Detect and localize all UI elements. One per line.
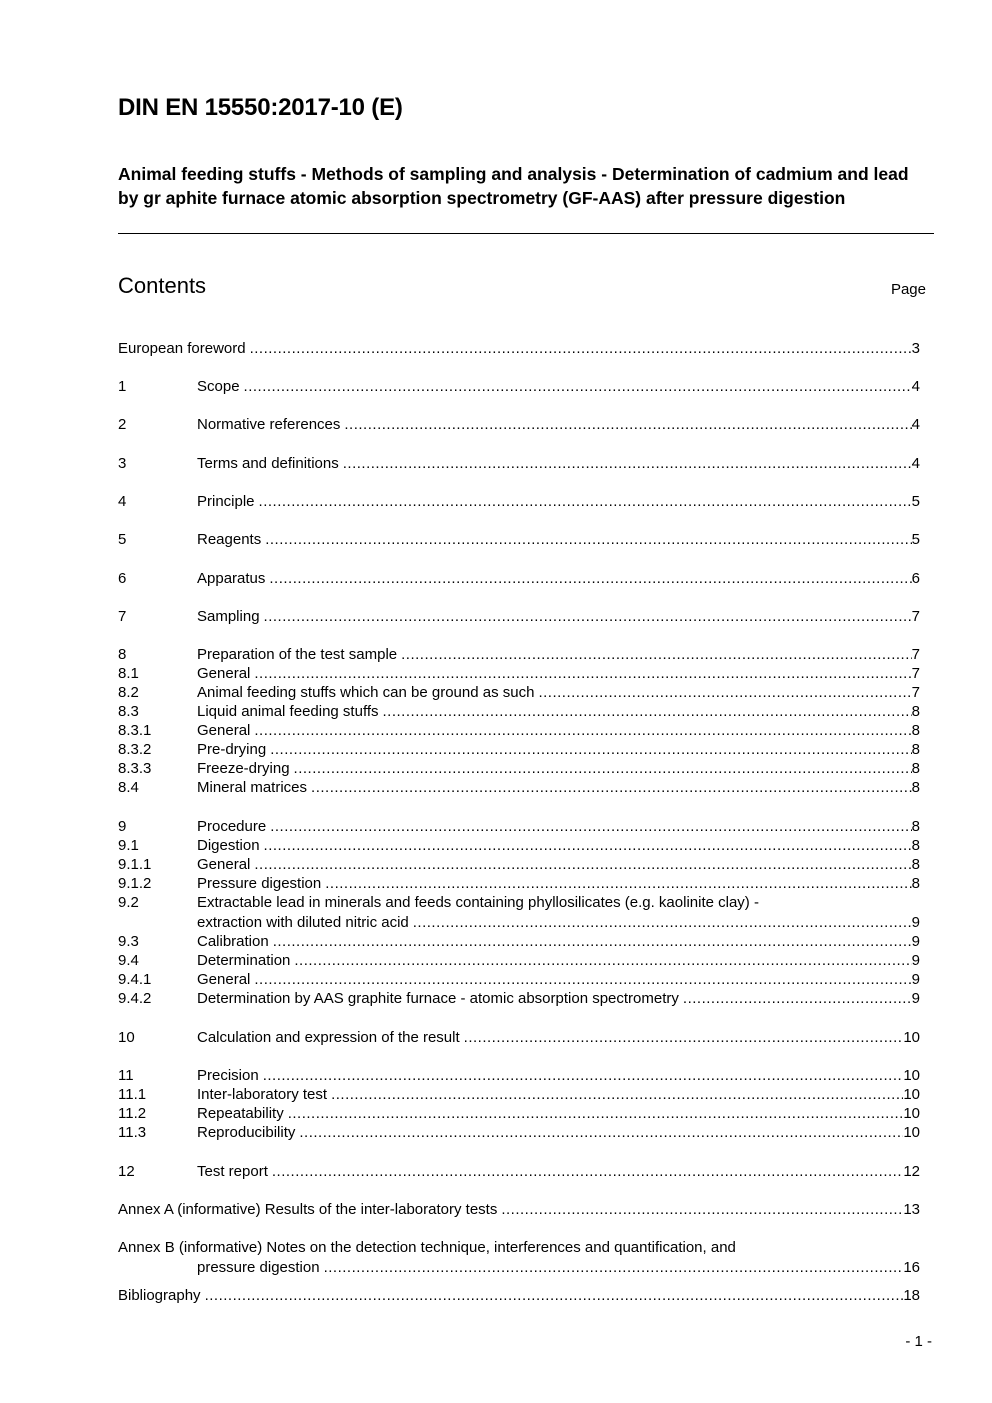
toc-entry-title: Procedure bbox=[197, 818, 267, 835]
toc-entry-number: 9.1 bbox=[118, 837, 139, 854]
toc-entry-number: 7 bbox=[118, 608, 127, 625]
toc-leader-dots bbox=[254, 664, 911, 683]
toc-entry[interactable] bbox=[118, 1085, 920, 1104]
toc-entry-title: Annex A (informative) Results of the inter-laboratory tests bbox=[118, 1201, 498, 1218]
toc-entry-page: 8 bbox=[911, 837, 920, 854]
toc-entry-title: Sampling bbox=[197, 608, 260, 625]
toc-entry[interactable] bbox=[118, 569, 920, 588]
toc-entry[interactable] bbox=[118, 1238, 920, 1257]
toc-leader-dots bbox=[270, 740, 911, 759]
page-column-label: Page bbox=[890, 281, 926, 298]
toc-entry-number: 12 bbox=[118, 1163, 135, 1180]
toc-entry[interactable] bbox=[118, 645, 920, 664]
toc-entry-number: 8.4 bbox=[118, 779, 139, 796]
toc-entry-number: 9.2 bbox=[118, 894, 139, 911]
toc-leader-dots bbox=[254, 970, 911, 989]
toc-entry-number: 9 bbox=[118, 818, 127, 835]
toc-entry-number: 9.3 bbox=[118, 933, 139, 950]
toc-entry-page: 10 bbox=[903, 1124, 920, 1141]
toc-entry-number: 9.4.1 bbox=[118, 971, 152, 988]
toc-entry-title: Precision bbox=[197, 1067, 259, 1084]
toc-entry-number: 3 bbox=[118, 455, 127, 472]
toc-entry-page: 9 bbox=[911, 913, 920, 931]
toc-entry-number: 11 bbox=[118, 1067, 134, 1084]
toc-entry[interactable] bbox=[118, 721, 920, 740]
toc-entry[interactable] bbox=[118, 740, 920, 759]
toc-entry-number: 4 bbox=[118, 493, 127, 510]
toc-entry-page: 16 bbox=[903, 1258, 920, 1276]
toc-entry-page: 6 bbox=[911, 570, 920, 587]
toc-entry-page: 4 bbox=[911, 416, 920, 433]
toc-entry-title: Determination by AAS graphite furnace - atomic absorption spectrometry bbox=[197, 990, 679, 1007]
toc-entry-title: Annex B (informative) Notes on the detection technique, interferences and quantification, and bbox=[118, 1239, 736, 1256]
toc-entry[interactable] bbox=[118, 454, 920, 473]
toc-leader-dots bbox=[264, 607, 912, 626]
toc-entry-page: 4 bbox=[911, 378, 920, 395]
toc-entry[interactable] bbox=[118, 1258, 920, 1277]
toc-entry-number: 9.1.1 bbox=[118, 856, 152, 873]
toc-entry-page: 12 bbox=[903, 1163, 920, 1180]
toc-leader-dots bbox=[259, 492, 912, 511]
toc-entry-title: Normative references bbox=[197, 416, 341, 433]
toc-entry-page: 9 bbox=[911, 933, 920, 950]
toc-entry-number: 9.4 bbox=[118, 952, 139, 969]
toc-entry-page: 13 bbox=[903, 1201, 920, 1218]
toc-entry[interactable] bbox=[118, 664, 920, 683]
toc-entry-title: General bbox=[197, 665, 251, 682]
toc-entry-title: Pre-drying bbox=[197, 741, 267, 758]
toc-entry[interactable] bbox=[118, 415, 920, 434]
toc-entry-page: 8 bbox=[911, 856, 920, 873]
toc-leader-dots bbox=[294, 951, 911, 970]
toc-leader-dots bbox=[344, 415, 911, 434]
toc-entry-page: 5 bbox=[911, 531, 920, 548]
toc-entry-page: 5 bbox=[911, 493, 920, 510]
toc-entry-page: 3 bbox=[911, 340, 920, 357]
toc-entry-title: Bibliography bbox=[118, 1287, 201, 1304]
toc-entry-number: 8.3 bbox=[118, 703, 139, 720]
toc-entry-page: 8 bbox=[911, 703, 920, 720]
toc-leader-dots bbox=[288, 1104, 904, 1123]
page-number: - 1 - bbox=[905, 1333, 932, 1350]
toc-leader-dots bbox=[383, 702, 912, 721]
toc-entry-number: 8.3.1 bbox=[118, 722, 152, 739]
toc-entry-page: 9 bbox=[911, 952, 920, 969]
toc-entry-title: Inter-laboratory test bbox=[197, 1086, 328, 1103]
toc-entry[interactable] bbox=[118, 1200, 920, 1219]
toc-leader-dots bbox=[269, 569, 911, 588]
toc-leader-dots bbox=[464, 1028, 904, 1047]
toc-entry-page: 18 bbox=[903, 1287, 920, 1304]
toc-entry-title: Calibration bbox=[197, 933, 269, 950]
toc-entry-title: Animal feeding stuffs which can be ground as such bbox=[197, 684, 535, 701]
toc-entry-title: Scope bbox=[197, 378, 240, 395]
toc-entry[interactable] bbox=[118, 339, 920, 358]
toc-entry[interactable] bbox=[118, 817, 920, 836]
toc-entry-number: 10 bbox=[118, 1029, 135, 1046]
toc-entry-number: 8.3.2 bbox=[118, 741, 152, 758]
toc-entry-number: 11.2 bbox=[118, 1105, 147, 1122]
toc-leader-dots bbox=[331, 1085, 903, 1104]
toc-leader-dots bbox=[272, 1162, 903, 1181]
toc-entry-page: 8 bbox=[911, 722, 920, 739]
toc-entry-page: 7 bbox=[911, 684, 920, 701]
toc-entry-page: 4 bbox=[911, 455, 920, 472]
toc-entry-title: Preparation of the test sample bbox=[197, 646, 398, 663]
toc-entry[interactable] bbox=[118, 530, 920, 549]
toc-entry-title: Liquid animal feeding stuffs bbox=[197, 703, 379, 720]
toc-leader-dots bbox=[254, 721, 911, 740]
toc-entry-title: Test report bbox=[197, 1163, 268, 1180]
toc-leader-dots bbox=[401, 645, 912, 664]
toc-entry[interactable] bbox=[118, 970, 920, 989]
toc-leader-dots bbox=[299, 1123, 903, 1142]
toc-entry[interactable] bbox=[118, 1028, 920, 1047]
toc-entry-page: 10 bbox=[903, 1029, 920, 1046]
toc-entry-title: Reproducibility bbox=[197, 1124, 296, 1141]
toc-entry-number: 11.1 bbox=[118, 1086, 147, 1103]
toc-entry[interactable] bbox=[118, 1286, 920, 1305]
toc-leader-dots bbox=[244, 377, 912, 396]
toc-leader-dots bbox=[343, 454, 912, 473]
toc-leader-dots bbox=[265, 530, 911, 549]
toc-entry[interactable] bbox=[118, 1162, 920, 1181]
toc-entry-number: 8 bbox=[118, 646, 127, 663]
toc-leader-dots bbox=[250, 339, 912, 358]
toc-entry-page: 8 bbox=[911, 875, 920, 892]
toc-entry-page: 7 bbox=[911, 646, 920, 663]
toc-entry[interactable] bbox=[118, 778, 920, 797]
toc-leader-dots bbox=[311, 778, 912, 797]
toc-entry-title: European foreword bbox=[118, 340, 246, 357]
toc-entry-title: General bbox=[197, 722, 251, 739]
title-divider bbox=[118, 233, 934, 234]
toc-entry[interactable] bbox=[118, 1104, 920, 1123]
toc-entry[interactable] bbox=[118, 893, 920, 912]
toc-entry[interactable] bbox=[118, 377, 920, 396]
toc-leader-dots bbox=[324, 1258, 904, 1277]
toc-entry[interactable] bbox=[118, 836, 920, 855]
toc-entry-number: 9.1.2 bbox=[118, 875, 152, 892]
toc-entry[interactable] bbox=[118, 932, 920, 951]
toc-entry[interactable] bbox=[118, 683, 920, 702]
toc-entry-page: 10 bbox=[903, 1067, 920, 1084]
toc-entry-page: 8 bbox=[911, 779, 920, 796]
toc-entry-title: General bbox=[197, 971, 251, 988]
toc-entry-title: Terms and definitions bbox=[197, 455, 339, 472]
toc-entry-title: Digestion bbox=[197, 837, 260, 854]
toc-entry-title: Calculation and expression of the result bbox=[197, 1029, 460, 1046]
toc-entry-number: 5 bbox=[118, 531, 127, 548]
toc-entry-page: 9 bbox=[911, 990, 920, 1007]
toc-entry-page: 8 bbox=[911, 818, 920, 835]
toc-leader-dots bbox=[325, 874, 911, 893]
toc-leader-dots bbox=[254, 855, 911, 874]
toc-entry-title: Extractable lead in minerals and feeds containing phyllosilicates (e.g. kaolinite clay) - bbox=[197, 894, 759, 911]
toc-entry[interactable] bbox=[118, 855, 920, 874]
toc-entry-number: 6 bbox=[118, 570, 127, 587]
toc-entry-number: 9.4.2 bbox=[118, 990, 152, 1007]
toc-leader-dots bbox=[538, 683, 911, 702]
toc-entry-page: 10 bbox=[903, 1105, 920, 1122]
toc-entry-title: Principle bbox=[197, 493, 255, 510]
toc-leader-dots bbox=[205, 1286, 904, 1305]
toc-entry-title: Reagents bbox=[197, 531, 262, 548]
toc-entry-title: extraction with diluted nitric acid bbox=[197, 913, 409, 931]
standard-id: DIN EN 15550:2017-10 (E) bbox=[118, 94, 403, 121]
toc-entry[interactable] bbox=[118, 951, 920, 970]
toc-leader-dots bbox=[501, 1200, 903, 1219]
toc-entry-page: 10 bbox=[903, 1086, 920, 1103]
toc-entry-page: 7 bbox=[911, 608, 920, 625]
toc-entry-number: 11.3 bbox=[118, 1124, 147, 1141]
toc-leader-dots bbox=[264, 836, 912, 855]
toc-leader-dots bbox=[294, 759, 912, 778]
toc-entry[interactable] bbox=[118, 702, 920, 721]
toc-entry-title: Apparatus bbox=[197, 570, 266, 587]
toc-entry-page: 8 bbox=[911, 741, 920, 758]
toc-entry-page: 8 bbox=[911, 760, 920, 777]
toc-entry-title: pressure digestion bbox=[197, 1258, 320, 1276]
toc-entry-number: 1 bbox=[118, 378, 127, 395]
toc-entry[interactable] bbox=[118, 989, 920, 1008]
toc-leader-dots bbox=[273, 932, 912, 951]
toc-entry-number: 8.2 bbox=[118, 684, 139, 701]
toc-entry[interactable] bbox=[118, 913, 920, 932]
toc-entry-number: 8.3.3 bbox=[118, 760, 152, 777]
toc-leader-dots bbox=[413, 913, 912, 932]
toc-entry-title: Determination bbox=[197, 952, 291, 969]
toc-entry[interactable] bbox=[118, 874, 920, 893]
toc-entry[interactable] bbox=[118, 1123, 920, 1142]
toc-entry-number: 2 bbox=[118, 416, 127, 433]
contents-heading: Contents bbox=[118, 273, 207, 298]
document-title: Animal feeding stuffs - Methods of sampling and analysis - Determination of cadmium and lead by gr aphite furnace atomic absorption spectrometry (GF-AAS) after pressure digestion bbox=[118, 164, 909, 208]
toc-entry[interactable] bbox=[118, 607, 920, 626]
toc-entry[interactable] bbox=[118, 759, 920, 778]
toc-entry-title: General bbox=[197, 856, 251, 873]
toc-entry-page: 7 bbox=[911, 665, 920, 682]
toc-entry-title: Repeatability bbox=[197, 1105, 284, 1122]
toc-leader-dots bbox=[270, 817, 911, 836]
toc-entry-title: Freeze-drying bbox=[197, 760, 290, 777]
toc-entry-number: 8.1 bbox=[118, 665, 139, 682]
toc-entry[interactable] bbox=[118, 492, 920, 511]
toc-entry-title: Pressure digestion bbox=[197, 875, 322, 892]
toc-entry-title: Mineral matrices bbox=[197, 779, 308, 796]
toc-leader-dots bbox=[263, 1066, 904, 1085]
toc-entry[interactable] bbox=[118, 1066, 920, 1085]
toc-leader-dots bbox=[683, 989, 912, 1008]
toc-entry-page: 9 bbox=[911, 971, 920, 988]
